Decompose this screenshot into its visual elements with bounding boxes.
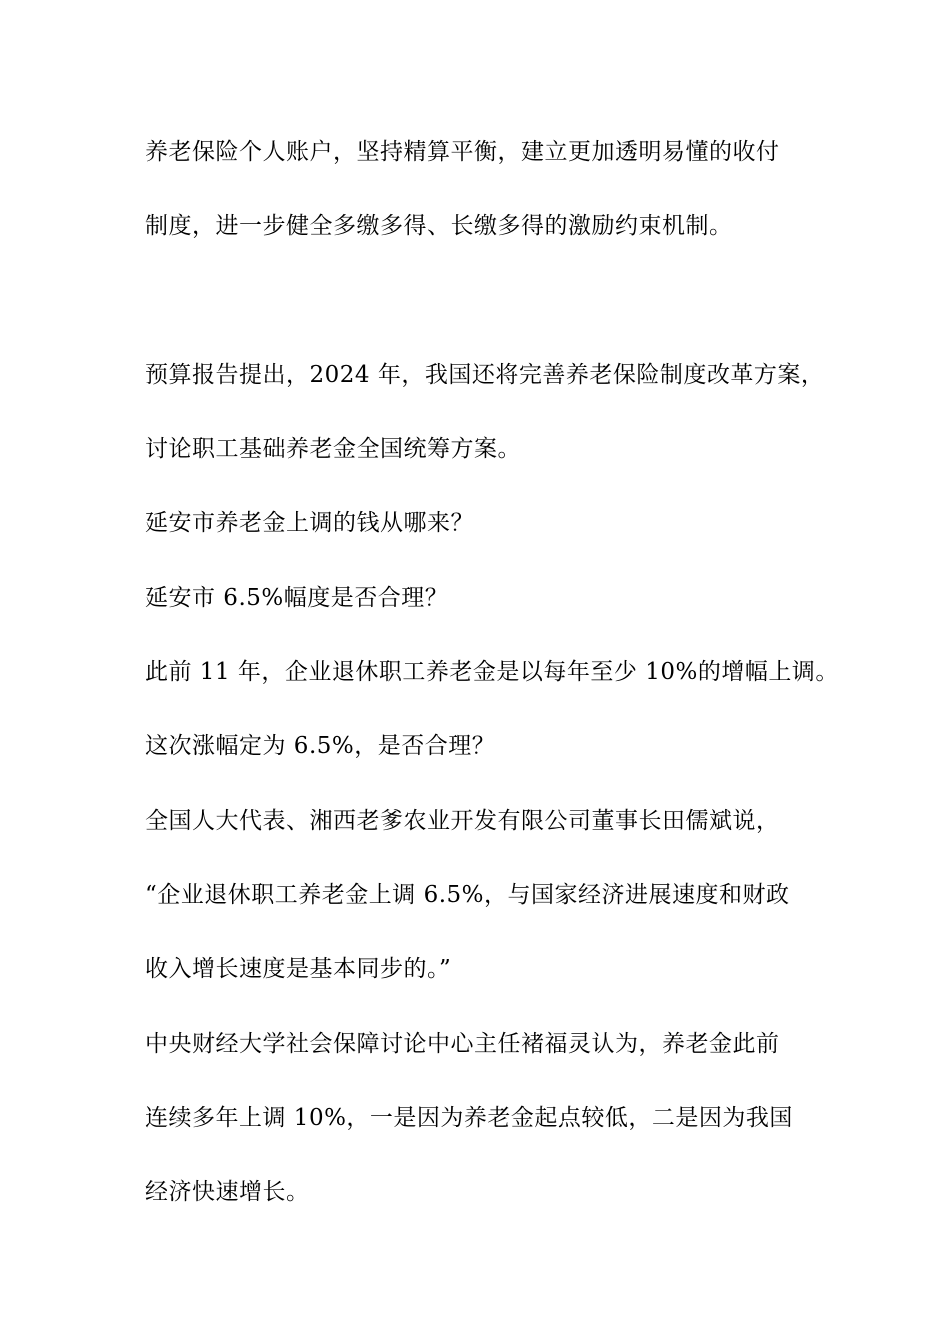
text-line: 延安市养老金上调的钱从哪来？	[145, 510, 474, 536]
text-line: 制度，进一步健全多缴多得、长缴多得的激励约束机制。	[145, 213, 733, 239]
text-line: 养老保险个人账户，坚持精算平衡，建立更加透明易懂的收付	[145, 139, 780, 165]
text-line: 收入增长速度是基本同步的。”	[145, 956, 452, 982]
text-line: 连续多年上调 10%，一是因为养老金起点较低，二是因为我国	[145, 1105, 793, 1131]
text-line: 此前 11 年，企业退休职工养老金是以每年至少 10%的增幅上调。	[145, 659, 839, 685]
text-line: 这次涨幅定为 6.5%，是否合理？	[145, 733, 496, 759]
text-line: 预算报告提出，2024 年，我国还将完善养老保险制度改革方案，	[145, 362, 825, 388]
text-line: “企业退休职工养老金上调 6.5%，与国家经济进展速度和财政	[145, 882, 790, 908]
text-line: 延安市 6.5%幅度是否合理？	[145, 585, 449, 611]
text-line: 讨论职工基础养老金全国统筹方案。	[145, 436, 521, 462]
text-line: 中央财经大学社会保障讨论中心主任褚福灵认为，养老金此前	[145, 1031, 780, 1057]
text-line: 全国人大代表、湘西老爹农业开发有限公司董事长田儒斌说，	[145, 808, 780, 834]
text-line: 经济快速增长。	[145, 1179, 310, 1205]
